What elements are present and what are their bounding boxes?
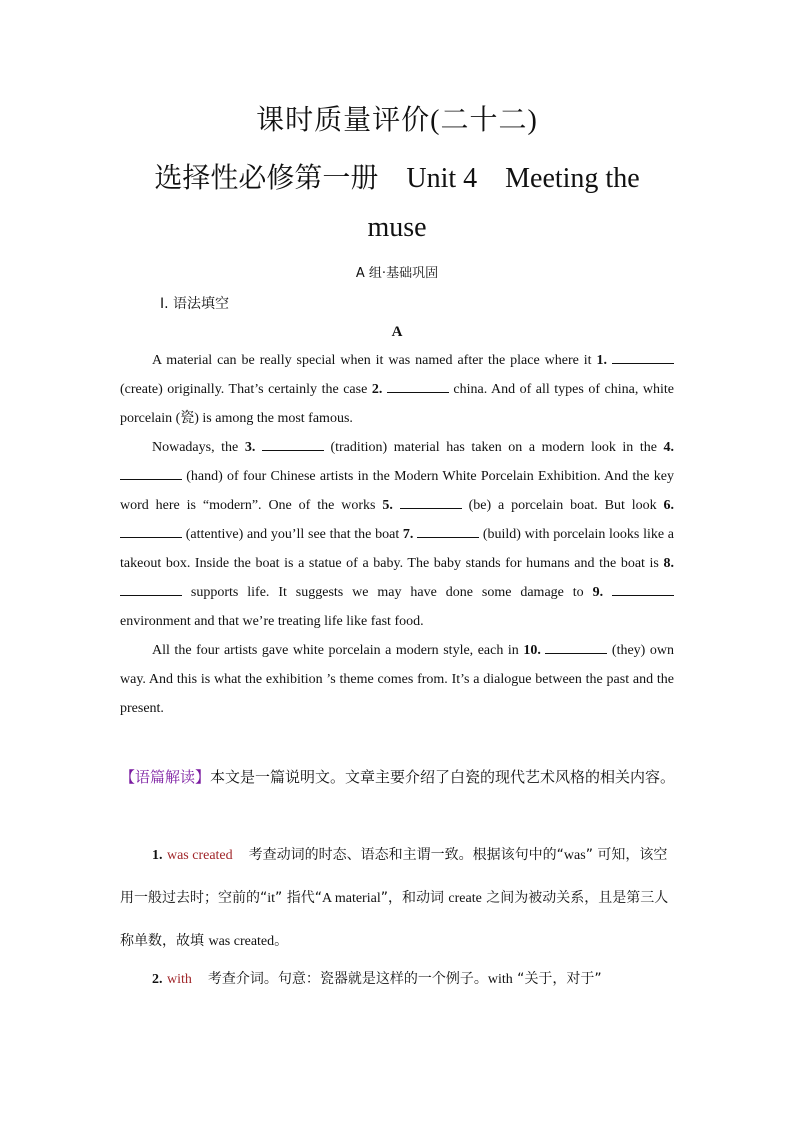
unit-name: Unit 4 bbox=[406, 163, 478, 194]
blank-number: 2. bbox=[371, 382, 383, 397]
blank-number: 1. bbox=[596, 353, 608, 368]
passage-body bbox=[120, 346, 674, 723]
answer-blank[interactable] bbox=[262, 436, 324, 451]
section-heading: Ⅰ. 语法填空 bbox=[160, 296, 230, 312]
unit-topic: Meeting the bbox=[505, 163, 640, 194]
answer-blank[interactable] bbox=[387, 378, 449, 393]
answer-number: 1. bbox=[152, 848, 163, 863]
passage-paragraph: All the four artists gave white porcelain a modern style, each in 10. (they) own way. And this is what the exhibition ’s theme comes from. It’s a dialogue between the past and the present. bbox=[120, 636, 674, 723]
answer-explanation: 1. was created 考查动词的时态、语态和主谓一致。根据该句中的“was” 可知，该空用一般过去时；空前的“it” 指代“A material”，和动词 create 之间为被动关系，且是第三人称单数，故填 was created。 bbox=[120, 847, 669, 949]
blank-number: 6. bbox=[663, 498, 674, 513]
answer-number: 2. bbox=[152, 972, 163, 987]
answer-blank[interactable] bbox=[612, 581, 674, 596]
blank-number: 9. bbox=[592, 585, 604, 600]
answer-blank[interactable] bbox=[120, 523, 182, 538]
answer-blank[interactable] bbox=[400, 494, 462, 509]
answer-blank[interactable] bbox=[120, 465, 182, 480]
book-name: 选择性必修第一册 bbox=[154, 163, 379, 194]
blank-number: 10. bbox=[523, 643, 541, 658]
blank-number: 8. bbox=[663, 556, 674, 571]
blank-number: 7. bbox=[402, 527, 414, 542]
answer-explanation: 2. with 考查介词。句意：瓷器就是这样的一个例子。with “关于，对于” bbox=[152, 971, 602, 987]
answer-blank[interactable] bbox=[417, 523, 479, 538]
answer-text: with bbox=[166, 972, 192, 987]
unit-topic-continued: muse bbox=[367, 212, 427, 243]
answer-text: was created bbox=[166, 848, 233, 863]
analysis-text: 本文是一篇说明文。文章主要介绍了白瓷的现代艺术风格的相关内容。 bbox=[210, 768, 676, 786]
page-subtitle bbox=[0, 156, 794, 196]
passage-paragraph: Nowadays, the 3. (tradition) material has taken on a modern look in the 4. (hand) of four Chinese artists in the Modern White Porcelain Exhibition. And the key word here is “modern”. One of the works 5. (be) a porcelain boat. But look 6. (attentive) and you’ll see that the boat 7. (build) with porcelain looks like a takeout box. Inside the boat is a statue of a baby. The baby stands for humans and the boat is 8. supports life. It suggests we may have done some damage to 9. environment and that we’re treating life like fast food. bbox=[120, 433, 674, 636]
page-title: 课时质量评价(二十二) bbox=[256, 105, 538, 136]
analysis-label: 【语篇解读】 bbox=[120, 768, 211, 786]
passage-letter: A bbox=[391, 324, 403, 340]
answer-blank[interactable] bbox=[120, 581, 182, 596]
answer-blank[interactable] bbox=[545, 639, 607, 654]
answer-blank[interactable] bbox=[612, 349, 674, 364]
blank-number: 4. bbox=[663, 440, 675, 455]
passage-paragraph: A material can be really special when it was named after the place where it 1. (create) originally. That’s certainly the case 2. china. And of all types of china, white porcelain (瓷) is among the most famous. bbox=[120, 346, 674, 433]
passage-analysis bbox=[120, 756, 676, 798]
group-label: A 组·基础巩固 bbox=[355, 266, 439, 281]
blank-number: 5. bbox=[382, 498, 393, 513]
blank-number: 3. bbox=[244, 440, 256, 455]
